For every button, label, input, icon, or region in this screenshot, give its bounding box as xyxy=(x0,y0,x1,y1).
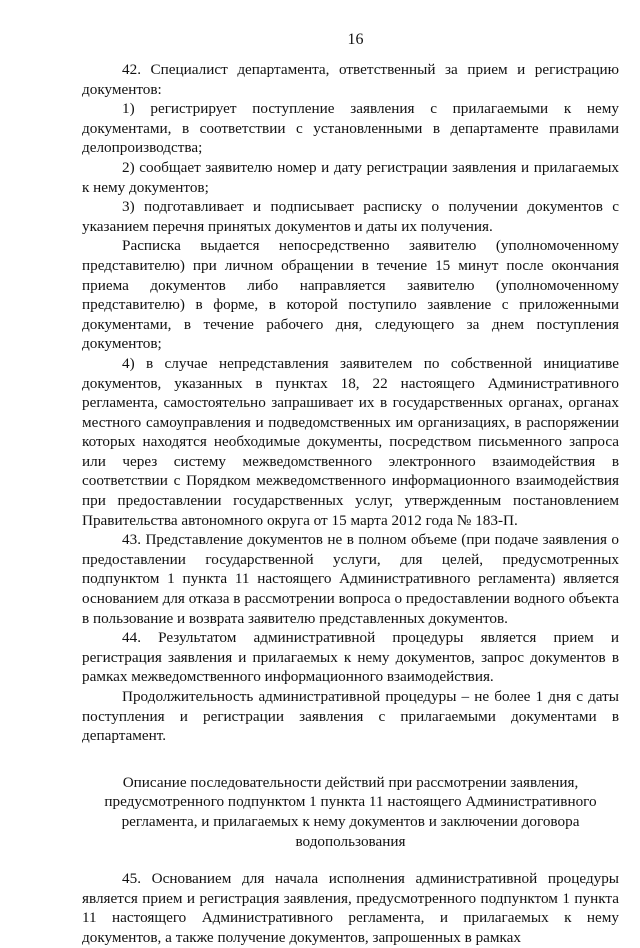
paragraph-duration: Продолжительность административной процедуры – не более 1 дня с даты поступления и регистрации заявления с прилагаемыми документами в департамент. xyxy=(82,688,619,745)
section-heading: Описание последовательности действий при рассмотрении заявления, предусмотренного подпунктом 1 пункта 11 настоящего Административного регламента, и прилагаемых к нему документов и заключении договора водопользования xyxy=(104,773,597,850)
paragraph-42-item-1: 1) регистрирует поступление заявления с прилагаемыми к нему документами, в соответствии с установленными в департаменте правилами делопроизводства; xyxy=(82,100,619,157)
paragraph-42-item-3: 3) подготавливает и подписывает расписку о получении документов с указанием перечня принятых документов и даты их получения. xyxy=(82,198,619,235)
paragraph-42-item-2: 2) сообщает заявителю номер и дату регистрации заявления и прилагаемых к нему документов; xyxy=(82,158,619,196)
document-page xyxy=(82,30,619,948)
page-number: 16 xyxy=(347,31,364,48)
paragraph-42-item-4: 4) в случае непредставления заявителем по собственной инициативе документов, указанных в пунктах 18, 22 настоящего Административного регламента, самостоятельно запрашивает их в государственных органах, органах местного самоуправления и подведомственных им организациях, в распоряжении которых находятся необходимые документы, посредством письменного запроса или через систему межведомственного электронного взаимодействия в соответствии с Порядком межведомственного информационного взаимодействия при предоставлении государственных услуг, утвержденным постановлением Правительства автономного округа от 15 марта 2012 года № 183-П. xyxy=(82,354,619,529)
paragraph-44: 44. Результатом административной процедуры является прием и регистрация заявления и прилагаемых к нему документов, запрос документов в рамках межведомственного информационного взаимодействия. xyxy=(82,629,619,686)
paragraph-42: 42. Специалист департамента, ответственный за прием и регистрацию документов: xyxy=(82,61,619,98)
paragraph-receipt: Расписка выдается непосредственно заявителю (уполномоченному представителю) при личном обращении в течение 15 минут после окончания приема документов либо направляется заявителю (уполномоченному представителю) в форме, в которой поступило заявление с приложенными документами, в течение рабочего дня, следующего за днем поступления документов; xyxy=(82,237,619,353)
paragraph-43: 43. Представление документов не в полном объеме (при подаче заявления о предоставлении государственной услуги, для целей, предусмотренных подпунктом 1 пункта 11 настоящего Административного регламента) является основанием для отказа в рассмотрении вопроса о предоставлении водного объекта в пользование и возврата заявителю представленных документов. xyxy=(82,531,619,627)
paragraph-45: 45. Основанием для начала исполнения административной процедуры является прием и регистрация заявления, предусмотренного подпунктом 1 пункта 11 настоящего Административного регламента, и прилагаемых к нему документов, а также получение документов, запрошенных в рамках xyxy=(82,870,619,946)
